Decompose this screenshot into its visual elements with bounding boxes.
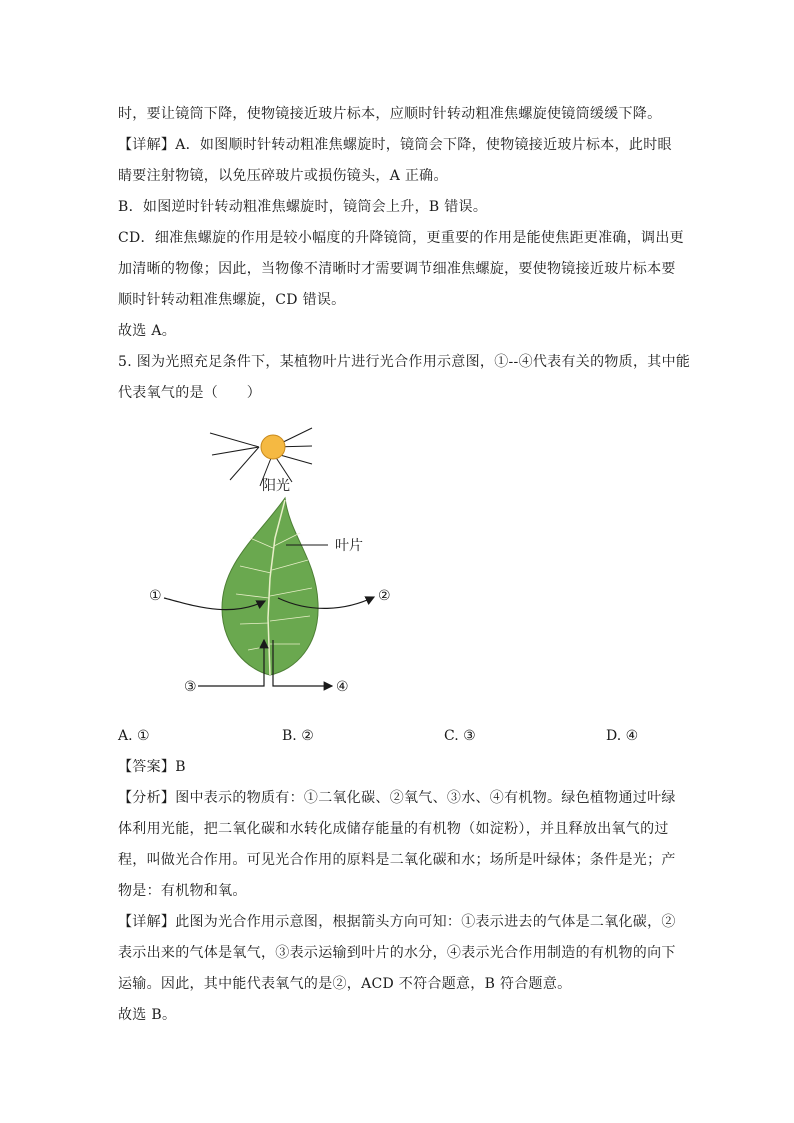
paragraph-line: 睛要注射物镜，以免压碎玻片或损伤镜头，A 正确。 <box>118 168 448 184</box>
paragraph-line: 【详解】A．如图顺时针转动粗准焦螺旋时，镜筒会下降，使物镜接近玻片标本，此时眼 <box>118 137 672 153</box>
option-c: C. ③ <box>444 728 476 744</box>
detail-line: 表示出来的气体是氧气，③表示运输到叶片的水分，④表示光合作用制造的有机物的向下 <box>118 945 676 961</box>
paragraph-line: B．如图逆时针转动粗准焦螺旋时，镜筒会上升，B 错误。 <box>118 199 488 215</box>
sun-rays <box>210 428 312 486</box>
sun-label: 阳光 <box>262 478 290 494</box>
option-d: D. ④ <box>606 728 639 744</box>
answer-line: 【答案】B <box>118 759 186 775</box>
marker-2: ② <box>378 588 391 604</box>
analysis-line: 物是：有机物和氧。 <box>118 883 247 899</box>
analysis-line: 【分析】图中表示的物质有：①二氧化碳、②氧气、③水、④有机物。绿色植物通过叶绿 <box>118 790 676 806</box>
analysis-line: 体利用光能，把二氧化碳和水转化成储存能量的有机物（如淀粉），并且释放出氧气的过 <box>118 821 669 837</box>
marker-4: ④ <box>336 679 349 695</box>
question-line: 5. 图为光照充足条件下，某植物叶片进行光合作用示意图，①--④代表有关的物质，其中能 <box>118 354 691 370</box>
sun-icon <box>261 435 285 459</box>
detail-line: 【详解】此图为光合作用示意图，根据箭头方向可知：①表示进去的气体是二氧化碳，② <box>118 914 676 930</box>
paragraph-line: 顺时针转动粗准焦螺旋，CD 错误。 <box>118 292 346 308</box>
option-b: B. ② <box>282 728 314 744</box>
paragraph-line: 加清晰的物像；因此，当物像不清晰时才需要调节细准焦螺旋，要使物镜接近玻片标本要 <box>118 261 676 277</box>
photosynthesis-diagram <box>140 418 400 708</box>
marker-3: ③ <box>184 679 197 695</box>
leaf-icon <box>222 498 318 675</box>
leaf-label: 叶片 <box>335 538 363 554</box>
conclusion-line: 故选 B。 <box>118 1007 177 1023</box>
detail-line: 运输。因此，其中能代表氧气的是②，ACD 不符合题意，B 符合题意。 <box>118 976 572 992</box>
paragraph-line: 时，要让镜筒下降，使物镜接近玻片标本，应顺时针转动粗准焦螺旋使镜筒缓缓下降。 <box>118 106 662 122</box>
question-line: 代表氧气的是（ ） <box>118 385 261 401</box>
marker-1: ① <box>149 588 162 604</box>
paragraph-line: 故选 A。 <box>118 323 177 339</box>
option-a: A. ① <box>118 728 150 744</box>
analysis-line: 程，叫做光合作用。可见光合作用的原料是二氧化碳和水；场所是叶绿体；条件是光；产 <box>118 852 676 868</box>
paragraph-line: CD．细准焦螺旋的作用是较小幅度的升降镜筒，更重要的作用是能使焦距更准确，调出更 <box>118 230 684 246</box>
